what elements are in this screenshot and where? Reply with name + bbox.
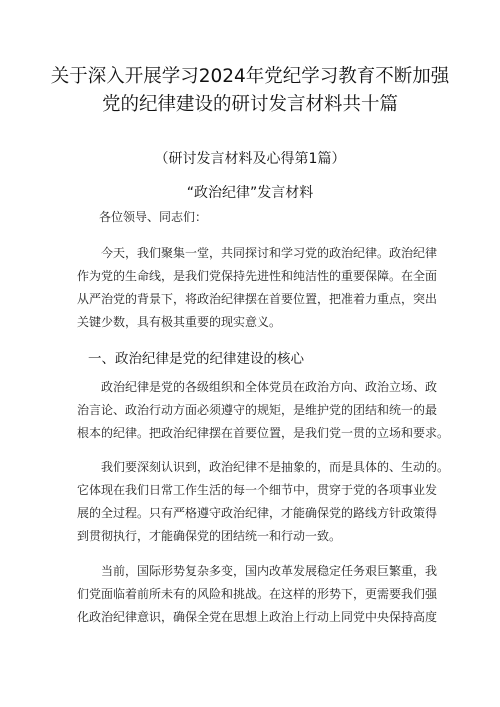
paragraph-line: 今天，我们聚集一堂，共同探讨和学习党的政治纪律。政治纪律 <box>101 246 438 260</box>
paragraph-line: 到贯彻执行，才能确保党的团结统一和行动一致。 <box>77 529 342 543</box>
paragraph-line: 根本的纪律。把政治纪律摆在首要位置，是我们党一贯的立场和要求。 <box>77 426 450 440</box>
paragraph-line: 关键少数，具有极其重要的现实意义。 <box>77 315 282 329</box>
greeting: 各位领导、同志们： <box>99 210 208 224</box>
section-heading-1: 一、政治纪律是党的纪律建设的核心 <box>88 351 304 367</box>
paragraph-line: 当前，国际形势复杂多变，国内改革发展稳定任务艰巨繁重，我 <box>101 564 438 578</box>
paragraph-4 <box>77 560 438 629</box>
paragraph-2 <box>77 376 450 445</box>
paragraph-line: 们党面临着前所未有的风险和挑战。在这样的形势下，更需要我们强 <box>77 587 438 601</box>
speech-title: “政治纪律”发言材料 <box>186 185 314 201</box>
document-title-line-2: 党的纪律建设的研讨发言材料共十篇 <box>101 94 398 115</box>
paragraph-line: 它体现在我们日常工作生活的每一个细节中，贯穿于党的各项事业发 <box>77 483 438 497</box>
paragraph-line: 我们要深刻认识到，政治纪律不是抽象的，而是具体的、生动的。 <box>101 460 450 474</box>
paragraph-1 <box>77 242 438 334</box>
paragraph-line: 从严治党的背景下，将政治纪律摆在首要位置，把准着力重点，突出 <box>77 292 438 306</box>
paragraph-line: 政治纪律是党的各级组织和全体党员在政治方向、政治立场、政 <box>101 380 438 394</box>
document-subtitle: （研讨发言材料及心得第1篇） <box>154 151 346 167</box>
paragraph-line: 化政治纪律意识，确保全党在思想上政治上行动上同党中央保持高度 <box>77 610 438 624</box>
paragraph-line: 治言论、政治行动方面必须遵守的规矩，是维护党的团结和统一的最 <box>77 403 438 417</box>
document-title-line-1: 关于深入开展学习2024年党纪学习教育不断加强 <box>50 66 450 87</box>
paragraph-line: 展的全过程。只有严格遵守政治纪律，才能确保党的路线方针政策得 <box>77 506 438 520</box>
paragraph-line: 作为党的生命线，是我们党保持先进性和纯洁性的重要保障。在全面 <box>77 269 438 283</box>
paragraph-3 <box>77 456 450 548</box>
